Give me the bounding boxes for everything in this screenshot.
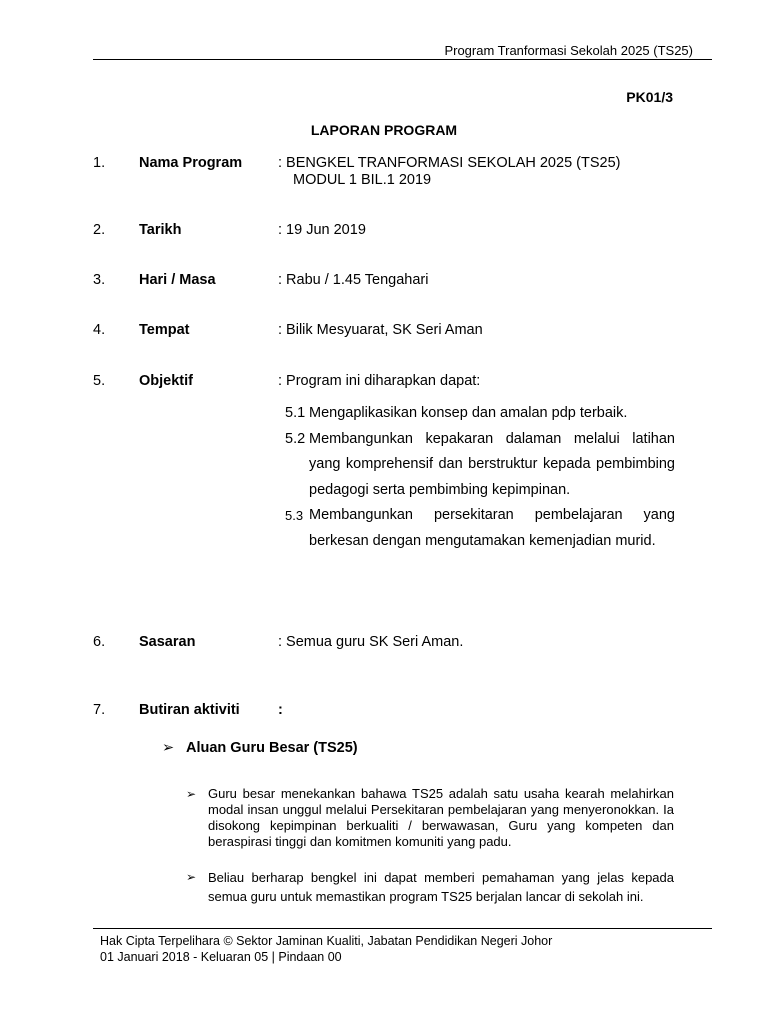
item-label: Hari / Masa: [139, 272, 216, 288]
item-number: 2.: [93, 222, 106, 238]
item-number: 3.: [93, 272, 106, 288]
document-code: PK01/3: [626, 89, 673, 105]
item-label: Tempat: [139, 322, 190, 338]
objective-number: 5.1: [285, 405, 306, 421]
item-value: : BENGKEL TRANFORMASI SEKOLAH 2025 (TS25): [278, 155, 621, 171]
item-number: 6.: [93, 634, 106, 650]
activity-heading: [162, 740, 358, 756]
item-label: Butiran aktiviti: [139, 702, 240, 718]
objective-text: Membangunkan kepakaran dalaman melalui latihan yang komprehensif dan berstruktur kepada pembimbing pedagogi serta pembimbing kepimpinan.: [309, 430, 675, 498]
item-value: : Rabu / 1.45 Tengahari: [278, 272, 429, 288]
item-number: 7.: [93, 702, 106, 718]
objective-item: [285, 503, 675, 554]
objective-item: [285, 427, 675, 504]
running-header: Program Tranformasi Sekolah 2025 (TS25): [444, 43, 693, 58]
footer-rule: [93, 928, 712, 929]
objective-item: [285, 401, 675, 427]
footer-copyright: Hak Cipta Terpelihara © Sektor Jaminan Kualiti, Jabatan Pendidikan Negeri Johor: [100, 934, 553, 948]
header-rule: [93, 59, 712, 60]
item-number: 1.: [93, 155, 106, 171]
item-label: Nama Program: [139, 155, 243, 171]
item-value: : Semua guru SK Seri Aman.: [278, 634, 464, 650]
item-label: Tarikh: [139, 222, 182, 238]
item-number: 4.: [93, 322, 106, 338]
item-value: : Program ini diharapkan dapat:: [278, 373, 481, 389]
activity-heading-text: Aluan Guru Besar (TS25): [186, 740, 358, 756]
item-number: 5.: [93, 373, 106, 389]
item-value-continuation: MODUL 1 BIL.1 2019: [293, 172, 432, 188]
activity-bullet: [186, 868, 674, 906]
bullet-text: Beliau berharap bengkel ini dapat memberi pemahaman yang jelas kepada semua guru untuk memastikan program TS25 berjalan lancar di sekolah ini.: [208, 870, 674, 904]
objective-number: 5.2: [285, 430, 306, 447]
document-title-text: LAPORAN PROGRAM: [310, 122, 458, 138]
item-value: : 19 Jun 2019: [278, 222, 366, 238]
footer-revision: 01 Januari 2018 - Keluaran 05 | Pindaan 00: [100, 950, 342, 964]
objective-text: Membangunkan persekitaran pembelajaran yang berkesan dengan mengutamakan kemenjadian murid.: [309, 507, 675, 549]
objective-number: 5.3: [285, 508, 304, 523]
document-title: [0, 122, 768, 138]
item-label: Objektif: [139, 373, 193, 389]
arrowhead-bullet-icon: ➢: [186, 787, 197, 801]
activity-bullet: [186, 786, 674, 850]
arrowhead-bullet-icon: ➢: [162, 740, 175, 756]
item-value-colon: :: [278, 702, 283, 718]
item-value: : Bilik Mesyuarat, SK Seri Aman: [278, 322, 483, 338]
arrowhead-bullet-icon: ➢: [186, 870, 197, 884]
item-label: Sasaran: [139, 634, 196, 650]
objective-text: Mengaplikasikan konsep dan amalan pdp terbaik.: [309, 405, 628, 421]
objectives-list: [285, 401, 675, 554]
bullet-text: Guru besar menekankan bahawa TS25 adalah satu usaha kearah melahirkan modal insan unggul melalui Persekitaran pembelajaran yang menyeronokkan. Ia disokong kepimpinan berkualiti / berwawasan, Guru yang kompeten dan beraspirasi tinggi dan komitmen komuniti yang padu.: [208, 786, 674, 849]
